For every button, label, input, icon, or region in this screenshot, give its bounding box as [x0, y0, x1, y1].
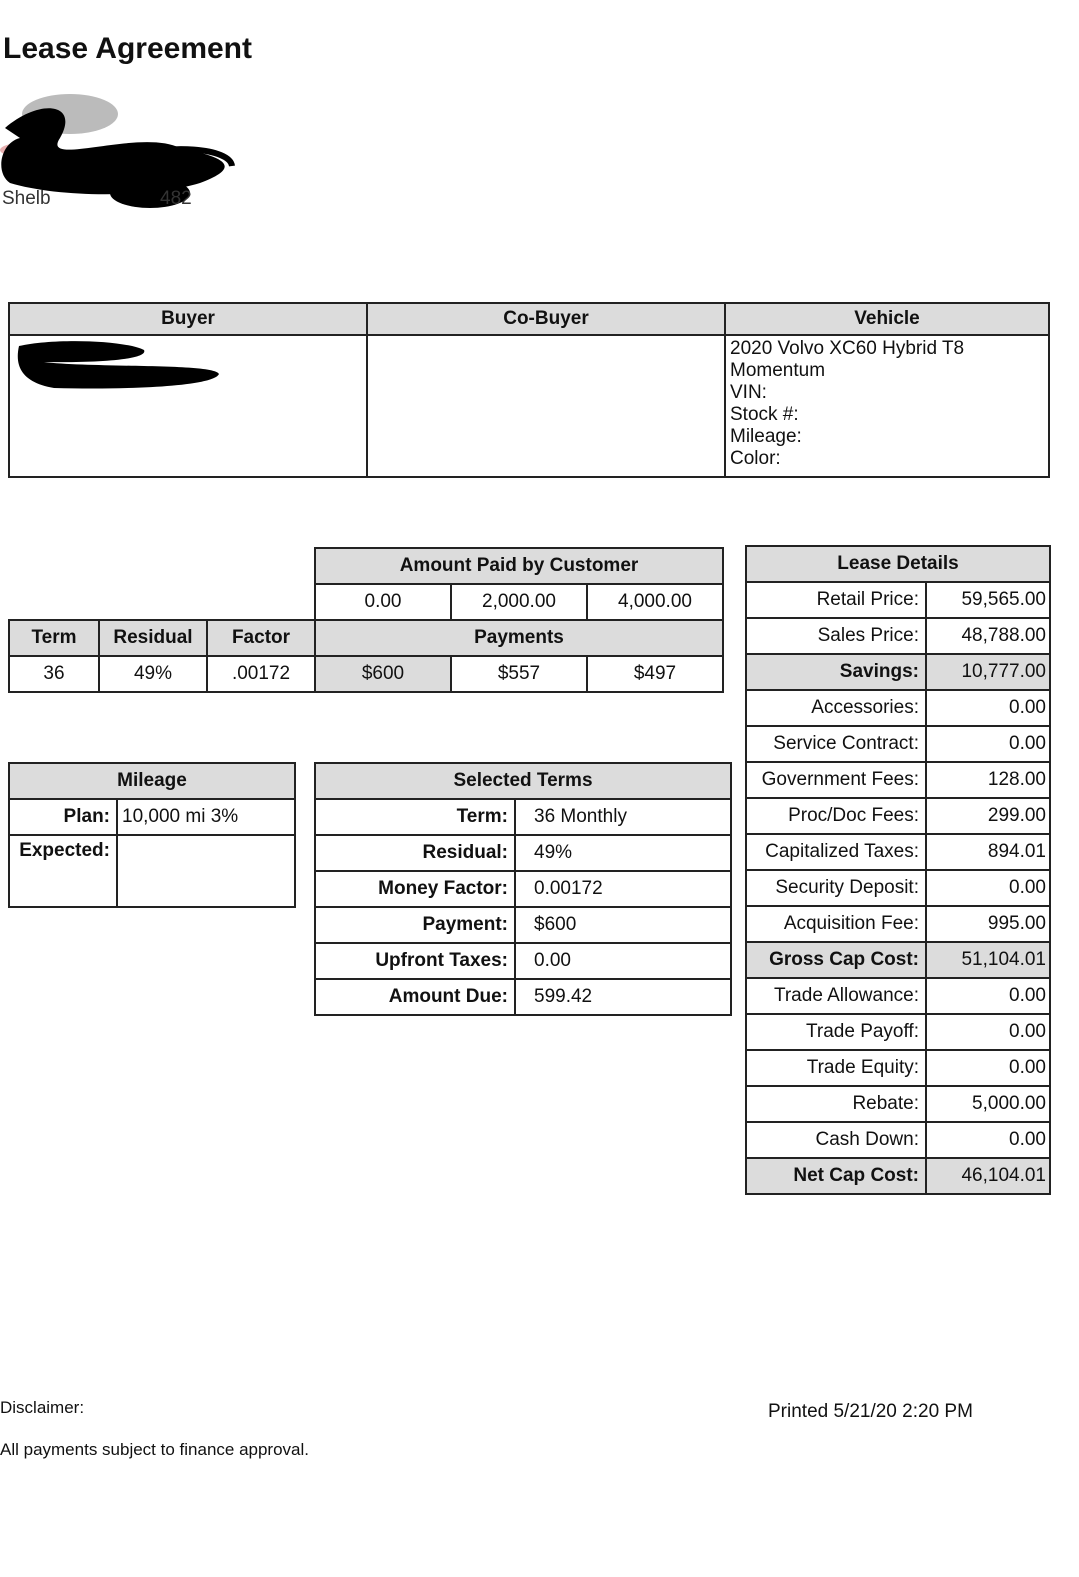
residual-value: 49%	[99, 656, 207, 692]
disclaimer-text: All payments subject to finance approval.	[0, 1440, 310, 1459]
page-title: Lease Agreement	[3, 32, 252, 65]
selected-term-label: Residual:	[315, 835, 515, 871]
redacted-partial-text: Shelb	[2, 188, 51, 209]
vehicle-cell	[725, 335, 1049, 477]
vin-label: VIN:	[730, 382, 767, 403]
vehicle-description: 2020 Volvo XC60 Hybrid T8	[730, 338, 965, 359]
vehicle-trim: Momentum	[730, 360, 826, 381]
expected-label: Expected:	[9, 835, 117, 907]
lease-detail-value: 0.00	[926, 1050, 1050, 1086]
color-label: Color:	[730, 448, 781, 469]
lease-detail-label: Proc/Doc Fees:	[746, 798, 926, 834]
buyer-cell	[9, 335, 367, 477]
expected-value	[117, 835, 295, 907]
lease-detail-value: 48,788.00	[926, 618, 1050, 654]
selected-term-label: Term:	[315, 799, 515, 835]
plan-label: Plan:	[9, 799, 117, 835]
factor-header: Factor	[207, 620, 315, 656]
lease-detail-label: Trade Equity:	[746, 1050, 926, 1086]
payment-option: $600	[315, 656, 451, 692]
buyer-header: Buyer	[9, 303, 367, 335]
amount-paid-table	[314, 547, 724, 693]
payments-header: Payments	[315, 620, 723, 656]
lease-detail-value: 59,565.00	[926, 582, 1050, 618]
payment-option: $557	[451, 656, 587, 692]
stock-label: Stock #:	[730, 404, 799, 425]
parties-table	[8, 302, 1050, 478]
lease-detail-value: 894.01	[926, 834, 1050, 870]
printed-timestamp: Printed 5/21/20 2:20 PM	[768, 1401, 973, 1422]
lease-detail-label: Rebate:	[746, 1086, 926, 1122]
amount-paid-header: Amount Paid by Customer	[315, 548, 723, 584]
lease-detail-value: 51,104.01	[926, 942, 1050, 978]
lease-detail-label: Government Fees:	[746, 762, 926, 798]
selected-term-value: 599.42	[515, 979, 731, 1015]
lease-detail-label: Security Deposit:	[746, 870, 926, 906]
lease-detail-label: Cash Down:	[746, 1122, 926, 1158]
selected-term-value: $600	[515, 907, 731, 943]
lease-detail-value: 995.00	[926, 906, 1050, 942]
selected-term-value: 0.00	[515, 943, 731, 979]
lease-detail-label: Capitalized Taxes:	[746, 834, 926, 870]
plan-value: 10,000 mi 3%	[117, 799, 295, 835]
redacted-buyer-info	[14, 338, 224, 398]
lease-detail-value: 0.00	[926, 870, 1050, 906]
term-header: Term	[9, 620, 99, 656]
amount-option: 4,000.00	[587, 584, 723, 620]
lease-detail-value: 0.00	[926, 978, 1050, 1014]
mileage-label: Mileage:	[730, 426, 802, 447]
lease-detail-value: 46,104.01	[926, 1158, 1050, 1194]
lease-detail-label: Service Contract:	[746, 726, 926, 762]
selected-terms-header: Selected Terms	[315, 763, 731, 799]
disclaimer-label: Disclaimer:	[0, 1398, 85, 1417]
amount-option: 2,000.00	[451, 584, 587, 620]
redacted-partial-suffix: 482	[160, 188, 192, 209]
lease-detail-value: 10,777.00	[926, 654, 1050, 690]
lease-detail-label: Accessories:	[746, 690, 926, 726]
lease-detail-label: Retail Price:	[746, 582, 926, 618]
lease-details-header: Lease Details	[746, 546, 1050, 582]
lease-details-table	[745, 545, 1051, 1195]
selected-term-value: 49%	[515, 835, 731, 871]
cobuyer-header: Co-Buyer	[367, 303, 725, 335]
vehicle-header: Vehicle	[725, 303, 1049, 335]
lease-detail-value: 0.00	[926, 1014, 1050, 1050]
selected-term-label: Upfront Taxes:	[315, 943, 515, 979]
lease-detail-value: 299.00	[926, 798, 1050, 834]
selected-term-value: 36 Monthly	[515, 799, 731, 835]
selected-term-value: 0.00172	[515, 871, 731, 907]
redacted-dealer-info	[0, 88, 240, 213]
lease-detail-value: 5,000.00	[926, 1086, 1050, 1122]
lease-detail-label: Sales Price:	[746, 618, 926, 654]
cobuyer-cell	[367, 335, 725, 477]
selected-terms-table	[314, 762, 732, 1016]
lease-detail-label: Gross Cap Cost:	[746, 942, 926, 978]
mileage-header: Mileage	[9, 763, 295, 799]
factor-value: .00172	[207, 656, 315, 692]
lease-detail-value: 128.00	[926, 762, 1050, 798]
selected-term-label: Payment:	[315, 907, 515, 943]
selected-term-label: Money Factor:	[315, 871, 515, 907]
lease-detail-value: 0.00	[926, 690, 1050, 726]
lease-detail-label: Trade Allowance:	[746, 978, 926, 1014]
residual-header: Residual	[99, 620, 207, 656]
amount-option: 0.00	[315, 584, 451, 620]
payment-option: $497	[587, 656, 723, 692]
term-value: 36	[9, 656, 99, 692]
lease-detail-label: Net Cap Cost:	[746, 1158, 926, 1194]
lease-detail-label: Savings:	[746, 654, 926, 690]
term-residual-factor-table	[8, 619, 316, 693]
mileage-table	[8, 762, 296, 908]
selected-term-label: Amount Due:	[315, 979, 515, 1015]
lease-detail-label: Trade Payoff:	[746, 1014, 926, 1050]
lease-detail-value: 0.00	[926, 726, 1050, 762]
lease-detail-value: 0.00	[926, 1122, 1050, 1158]
lease-detail-label: Acquisition Fee:	[746, 906, 926, 942]
